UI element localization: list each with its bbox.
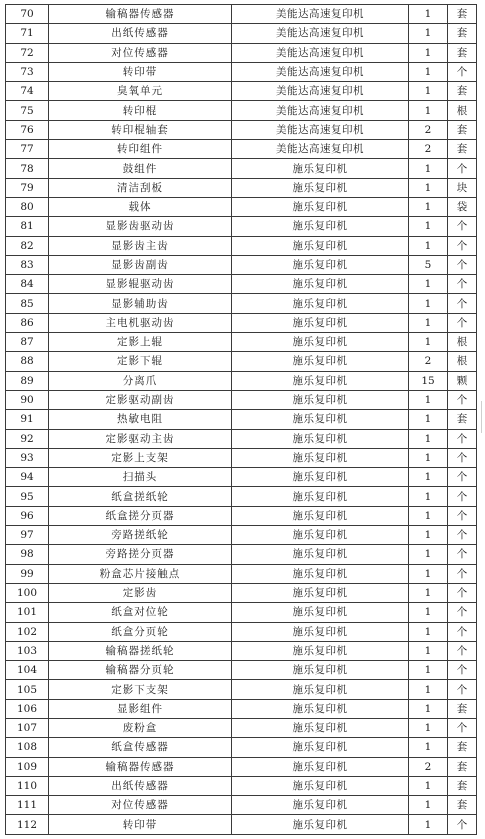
table-row [6, 661, 477, 680]
unit-cell: 套 [448, 410, 477, 429]
table-row [6, 429, 477, 448]
row-number-cell: 83 [6, 255, 49, 274]
machine-model-cell: 施乐复印机 [232, 718, 409, 737]
quantity-cell: 1 [409, 641, 448, 660]
machine-model-cell: 施乐复印机 [232, 487, 409, 506]
table-row [6, 236, 477, 255]
quantity-cell: 1 [409, 680, 448, 699]
table-row [6, 140, 477, 159]
row-number-cell: 70 [6, 5, 49, 24]
unit-cell: 根 [448, 352, 477, 371]
row-number-cell: 110 [6, 776, 49, 795]
unit-cell: 个 [448, 487, 477, 506]
quantity-cell: 1 [409, 506, 448, 525]
row-number-cell: 87 [6, 333, 49, 352]
part-name-cell: 显影辅助齿 [49, 294, 232, 313]
part-name-cell: 定影上辊 [49, 333, 232, 352]
table-row [6, 5, 477, 24]
unit-cell: 个 [448, 217, 477, 236]
machine-model-cell: 美能达高速复印机 [232, 120, 409, 139]
machine-model-cell: 美能达高速复印机 [232, 140, 409, 159]
quantity-cell: 1 [409, 603, 448, 622]
quantity-cell: 1 [409, 718, 448, 737]
part-name-cell: 转印棍 [49, 101, 232, 120]
part-name-cell: 转印组件 [49, 140, 232, 159]
row-number-cell: 100 [6, 583, 49, 602]
part-name-cell: 定影驱动主齿 [49, 429, 232, 448]
machine-model-cell: 美能达高速复印机 [232, 101, 409, 120]
machine-model-cell: 美能达高速复印机 [232, 24, 409, 43]
unit-cell: 个 [448, 545, 477, 564]
quantity-cell: 1 [409, 390, 448, 409]
part-name-cell: 主电机驱动齿 [49, 313, 232, 332]
part-name-cell: 对位传感器 [49, 796, 232, 815]
quantity-cell: 1 [409, 699, 448, 718]
unit-cell: 套 [448, 43, 477, 62]
unit-cell: 根 [448, 101, 477, 120]
row-number-cell: 73 [6, 62, 49, 81]
unit-cell: 个 [448, 448, 477, 467]
row-number-cell: 86 [6, 313, 49, 332]
page-edge-mark [481, 401, 482, 433]
row-number-cell: 107 [6, 718, 49, 737]
unit-cell: 套 [448, 699, 477, 718]
row-number-cell: 103 [6, 641, 49, 660]
part-name-cell: 纸盒搓纸轮 [49, 487, 232, 506]
machine-model-cell: 施乐复印机 [232, 217, 409, 236]
machine-model-cell: 施乐复印机 [232, 680, 409, 699]
unit-cell: 个 [448, 236, 477, 255]
row-number-cell: 112 [6, 815, 49, 834]
table-row [6, 564, 477, 583]
row-number-cell: 85 [6, 294, 49, 313]
machine-model-cell: 施乐复印机 [232, 255, 409, 274]
unit-cell: 套 [448, 776, 477, 795]
table-row [6, 178, 477, 197]
row-number-cell: 71 [6, 24, 49, 43]
table-row [6, 448, 477, 467]
table-row [6, 159, 477, 178]
table-row [6, 738, 477, 757]
row-number-cell: 75 [6, 101, 49, 120]
unit-cell: 套 [448, 120, 477, 139]
quantity-cell: 1 [409, 468, 448, 487]
parts-table-body [6, 5, 477, 835]
quantity-cell: 2 [409, 352, 448, 371]
unit-cell: 个 [448, 294, 477, 313]
part-name-cell: 载体 [49, 197, 232, 216]
document-page [5, 4, 477, 835]
machine-model-cell: 施乐复印机 [232, 545, 409, 564]
row-number-cell: 98 [6, 545, 49, 564]
row-number-cell: 111 [6, 796, 49, 815]
part-name-cell: 输稿器搓纸轮 [49, 641, 232, 660]
quantity-cell: 2 [409, 120, 448, 139]
unit-cell: 个 [448, 526, 477, 545]
quantity-cell: 1 [409, 583, 448, 602]
unit-cell: 个 [448, 159, 477, 178]
quantity-cell: 1 [409, 448, 448, 467]
machine-model-cell: 施乐复印机 [232, 796, 409, 815]
table-row [6, 796, 477, 815]
part-name-cell: 显影齿主齿 [49, 236, 232, 255]
unit-cell: 套 [448, 5, 477, 24]
quantity-cell: 1 [409, 622, 448, 641]
table-row [6, 545, 477, 564]
machine-model-cell: 施乐复印机 [232, 429, 409, 448]
part-name-cell: 转印带 [49, 815, 232, 834]
row-number-cell: 92 [6, 429, 49, 448]
unit-cell: 套 [448, 757, 477, 776]
table-row [6, 197, 477, 216]
part-name-cell: 废粉盒 [49, 718, 232, 737]
unit-cell: 个 [448, 390, 477, 409]
machine-model-cell: 施乐复印机 [232, 294, 409, 313]
row-number-cell: 105 [6, 680, 49, 699]
table-row [6, 255, 477, 274]
row-number-cell: 109 [6, 757, 49, 776]
row-number-cell: 76 [6, 120, 49, 139]
table-row [6, 120, 477, 139]
unit-cell: 个 [448, 468, 477, 487]
quantity-cell: 5 [409, 255, 448, 274]
table-row [6, 371, 477, 390]
table-row [6, 217, 477, 236]
unit-cell: 套 [448, 24, 477, 43]
machine-model-cell: 施乐复印机 [232, 390, 409, 409]
unit-cell: 套 [448, 796, 477, 815]
part-name-cell: 转印棍轴套 [49, 120, 232, 139]
part-name-cell: 输稿器传感器 [49, 757, 232, 776]
quantity-cell: 1 [409, 545, 448, 564]
row-number-cell: 99 [6, 564, 49, 583]
machine-model-cell: 施乐复印机 [232, 448, 409, 467]
quantity-cell: 1 [409, 217, 448, 236]
row-number-cell: 106 [6, 699, 49, 718]
part-name-cell: 输稿器传感器 [49, 5, 232, 24]
parts-table [5, 4, 477, 835]
quantity-cell: 1 [409, 62, 448, 81]
machine-model-cell: 施乐复印机 [232, 159, 409, 178]
row-number-cell: 78 [6, 159, 49, 178]
machine-model-cell: 施乐复印机 [232, 526, 409, 545]
table-row [6, 718, 477, 737]
part-name-cell: 显影辊驱动齿 [49, 275, 232, 294]
quantity-cell: 1 [409, 178, 448, 197]
unit-cell: 个 [448, 718, 477, 737]
quantity-cell: 1 [409, 159, 448, 178]
machine-model-cell: 施乐复印机 [232, 661, 409, 680]
quantity-cell: 1 [409, 776, 448, 795]
row-number-cell: 94 [6, 468, 49, 487]
quantity-cell: 1 [409, 24, 448, 43]
quantity-cell: 1 [409, 197, 448, 216]
table-row [6, 583, 477, 602]
part-name-cell: 分离爪 [49, 371, 232, 390]
row-number-cell: 84 [6, 275, 49, 294]
machine-model-cell: 施乐复印机 [232, 583, 409, 602]
table-row [6, 82, 477, 101]
quantity-cell: 1 [409, 487, 448, 506]
quantity-cell: 1 [409, 661, 448, 680]
machine-model-cell: 美能达高速复印机 [232, 82, 409, 101]
table-row [6, 390, 477, 409]
part-name-cell: 定影驱动副齿 [49, 390, 232, 409]
quantity-cell: 1 [409, 333, 448, 352]
part-name-cell: 清洁刮板 [49, 178, 232, 197]
quantity-cell: 1 [409, 410, 448, 429]
part-name-cell: 定影下支架 [49, 680, 232, 699]
machine-model-cell: 施乐复印机 [232, 197, 409, 216]
unit-cell: 个 [448, 62, 477, 81]
row-number-cell: 80 [6, 197, 49, 216]
table-row [6, 24, 477, 43]
part-name-cell: 纸盒对位轮 [49, 603, 232, 622]
quantity-cell: 1 [409, 275, 448, 294]
part-name-cell: 旁路搓纸轮 [49, 526, 232, 545]
unit-cell: 个 [448, 641, 477, 660]
quantity-cell: 1 [409, 564, 448, 583]
part-name-cell: 输稿器分页轮 [49, 661, 232, 680]
unit-cell: 块 [448, 178, 477, 197]
unit-cell: 个 [448, 680, 477, 699]
table-row [6, 43, 477, 62]
table-row [6, 680, 477, 699]
table-row [6, 333, 477, 352]
quantity-cell: 2 [409, 757, 448, 776]
unit-cell: 套 [448, 140, 477, 159]
machine-model-cell: 美能达高速复印机 [232, 5, 409, 24]
quantity-cell: 1 [409, 526, 448, 545]
table-row [6, 526, 477, 545]
table-row [6, 410, 477, 429]
table-row [6, 313, 477, 332]
row-number-cell: 104 [6, 661, 49, 680]
part-name-cell: 纸盒传感器 [49, 738, 232, 757]
machine-model-cell: 施乐复印机 [232, 275, 409, 294]
unit-cell: 个 [448, 313, 477, 332]
unit-cell: 个 [448, 603, 477, 622]
quantity-cell: 1 [409, 82, 448, 101]
row-number-cell: 82 [6, 236, 49, 255]
unit-cell: 套 [448, 738, 477, 757]
unit-cell: 个 [448, 429, 477, 448]
unit-cell: 个 [448, 255, 477, 274]
row-number-cell: 97 [6, 526, 49, 545]
row-number-cell: 96 [6, 506, 49, 525]
part-name-cell: 臭氧单元 [49, 82, 232, 101]
part-name-cell: 旁路搓分页器 [49, 545, 232, 564]
unit-cell: 个 [448, 622, 477, 641]
quantity-cell: 15 [409, 371, 448, 390]
quantity-cell: 1 [409, 815, 448, 834]
table-row [6, 468, 477, 487]
unit-cell: 袋 [448, 197, 477, 216]
machine-model-cell: 施乐复印机 [232, 352, 409, 371]
quantity-cell: 1 [409, 294, 448, 313]
row-number-cell: 90 [6, 390, 49, 409]
unit-cell: 个 [448, 815, 477, 834]
row-number-cell: 89 [6, 371, 49, 390]
unit-cell: 个 [448, 275, 477, 294]
quantity-cell: 1 [409, 101, 448, 120]
part-name-cell: 粉盒芯片接触点 [49, 564, 232, 583]
row-number-cell: 108 [6, 738, 49, 757]
quantity-cell: 1 [409, 236, 448, 255]
part-name-cell: 出纸传感器 [49, 24, 232, 43]
unit-cell: 个 [448, 564, 477, 583]
machine-model-cell: 美能达高速复印机 [232, 62, 409, 81]
quantity-cell: 1 [409, 429, 448, 448]
unit-cell: 颗 [448, 371, 477, 390]
table-row [6, 699, 477, 718]
row-number-cell: 102 [6, 622, 49, 641]
table-row [6, 815, 477, 834]
quantity-cell: 1 [409, 43, 448, 62]
part-name-cell: 鼓组件 [49, 159, 232, 178]
table-row [6, 352, 477, 371]
machine-model-cell: 施乐复印机 [232, 506, 409, 525]
machine-model-cell: 施乐复印机 [232, 178, 409, 197]
machine-model-cell: 施乐复印机 [232, 622, 409, 641]
table-row [6, 622, 477, 641]
quantity-cell: 1 [409, 738, 448, 757]
quantity-cell: 1 [409, 313, 448, 332]
machine-model-cell: 施乐复印机 [232, 699, 409, 718]
table-row [6, 487, 477, 506]
row-number-cell: 72 [6, 43, 49, 62]
table-row [6, 62, 477, 81]
row-number-cell: 79 [6, 178, 49, 197]
row-number-cell: 77 [6, 140, 49, 159]
row-number-cell: 91 [6, 410, 49, 429]
table-row [6, 641, 477, 660]
unit-cell: 个 [448, 506, 477, 525]
part-name-cell: 显影齿副齿 [49, 255, 232, 274]
unit-cell: 根 [448, 333, 477, 352]
table-row [6, 506, 477, 525]
part-name-cell: 对位传感器 [49, 43, 232, 62]
row-number-cell: 88 [6, 352, 49, 371]
row-number-cell: 74 [6, 82, 49, 101]
machine-model-cell: 施乐复印机 [232, 468, 409, 487]
table-row [6, 101, 477, 120]
machine-model-cell: 施乐复印机 [232, 738, 409, 757]
machine-model-cell: 施乐复印机 [232, 410, 409, 429]
quantity-cell: 1 [409, 796, 448, 815]
part-name-cell: 扫描头 [49, 468, 232, 487]
machine-model-cell: 施乐复印机 [232, 815, 409, 834]
part-name-cell: 出纸传感器 [49, 776, 232, 795]
part-name-cell: 显影组件 [49, 699, 232, 718]
quantity-cell: 1 [409, 5, 448, 24]
machine-model-cell: 施乐复印机 [232, 776, 409, 795]
unit-cell: 套 [448, 82, 477, 101]
part-name-cell: 转印带 [49, 62, 232, 81]
unit-cell: 个 [448, 583, 477, 602]
table-row [6, 776, 477, 795]
table-row [6, 294, 477, 313]
machine-model-cell: 施乐复印机 [232, 641, 409, 660]
part-name-cell: 定影下辊 [49, 352, 232, 371]
machine-model-cell: 施乐复印机 [232, 564, 409, 583]
row-number-cell: 101 [6, 603, 49, 622]
part-name-cell: 显影齿驱动齿 [49, 217, 232, 236]
part-name-cell: 纸盒分页轮 [49, 622, 232, 641]
part-name-cell: 定影齿 [49, 583, 232, 602]
part-name-cell: 纸盒搓分页器 [49, 506, 232, 525]
table-row [6, 275, 477, 294]
machine-model-cell: 施乐复印机 [232, 371, 409, 390]
row-number-cell: 81 [6, 217, 49, 236]
unit-cell: 个 [448, 661, 477, 680]
machine-model-cell: 施乐复印机 [232, 603, 409, 622]
part-name-cell: 热敏电阻 [49, 410, 232, 429]
row-number-cell: 95 [6, 487, 49, 506]
machine-model-cell: 施乐复印机 [232, 313, 409, 332]
part-name-cell: 定影上支架 [49, 448, 232, 467]
machine-model-cell: 施乐复印机 [232, 333, 409, 352]
machine-model-cell: 施乐复印机 [232, 236, 409, 255]
row-number-cell: 93 [6, 448, 49, 467]
machine-model-cell: 施乐复印机 [232, 757, 409, 776]
table-row [6, 603, 477, 622]
table-row [6, 757, 477, 776]
quantity-cell: 2 [409, 140, 448, 159]
machine-model-cell: 美能达高速复印机 [232, 43, 409, 62]
